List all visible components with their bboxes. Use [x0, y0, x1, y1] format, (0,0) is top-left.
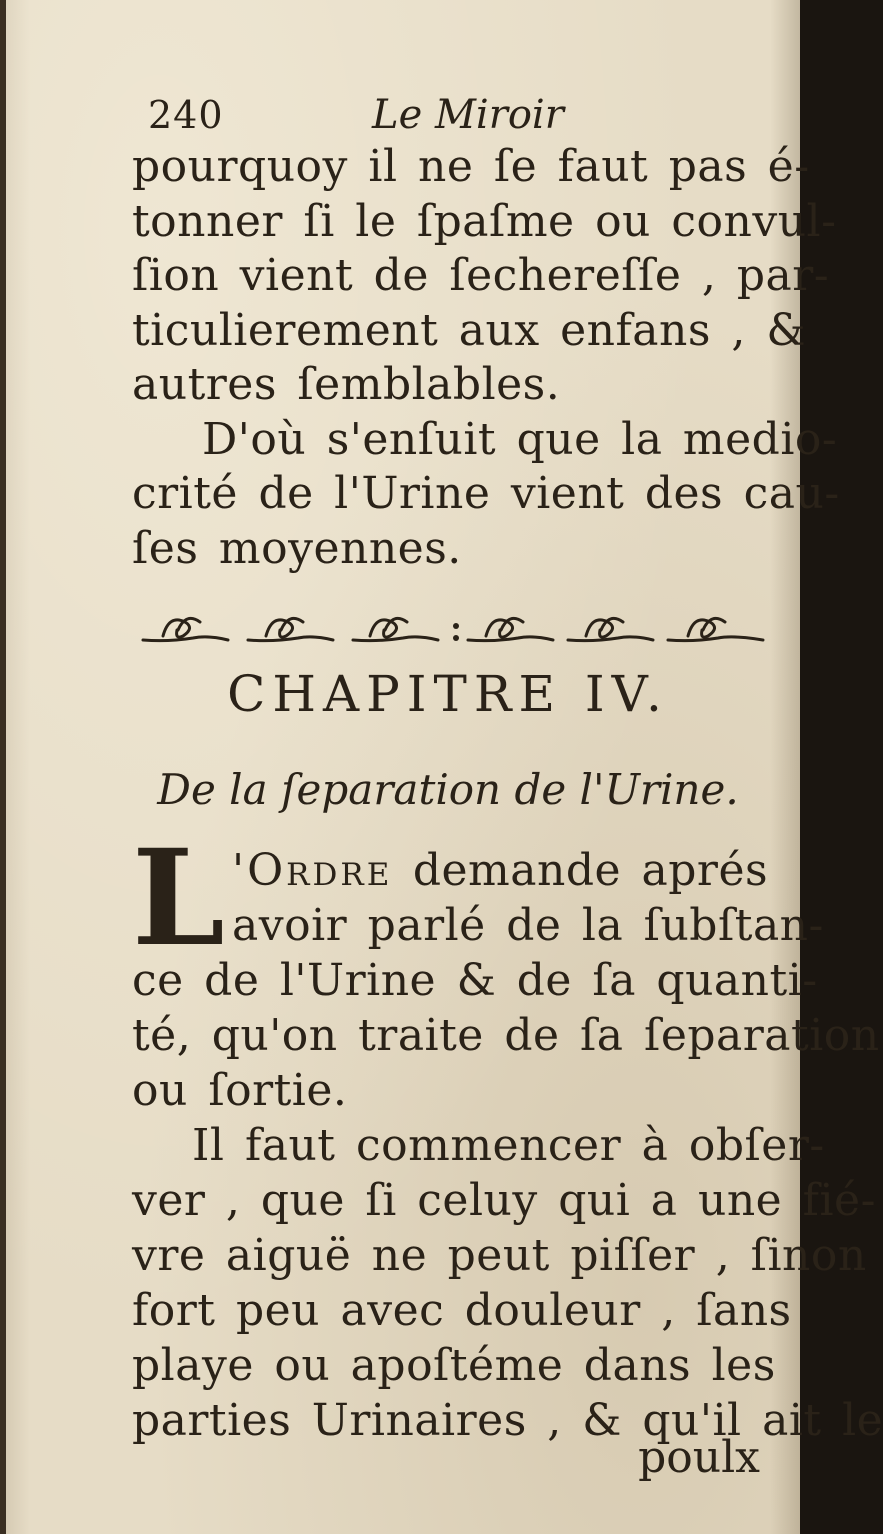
text-line: D'où s'enſuit que la medio- — [202, 413, 838, 465]
text-line: ce de l'Urine & de ſa quanti- — [132, 955, 818, 1006]
paragraph-3 — [132, 821, 880, 1118]
paragraph-1 — [132, 140, 837, 413]
decorative-ornament-band — [138, 600, 770, 650]
text-line: tonner ſi le ſpaſme ou convul- — [132, 195, 837, 247]
text-line: parties Urinaires , & qu'il ait le — [132, 1395, 883, 1446]
page-edge-shadow — [0, 0, 6, 1534]
smallcaps-word: 'Ordre — [232, 845, 393, 896]
text-line: té, qu'on traite de ſa ſeparation — [132, 1010, 880, 1061]
chapter-subtitle: De la ſeparation de l'Urine. — [157, 765, 739, 814]
text-line: autres ſemblables. — [132, 359, 561, 410]
page-number: 240 — [148, 93, 224, 137]
text-line: avoir parlé de la ſubſtan- — [232, 900, 824, 951]
text-line: fort peu avec douleur , ſans — [132, 1285, 792, 1336]
running-title: Le Miroir — [372, 92, 564, 138]
text-line: Il faut commencer à obſer- — [192, 1120, 825, 1171]
text-line: pourquoy il ne ſe faut pas é- — [132, 141, 810, 192]
running-header — [132, 90, 764, 140]
text-line: ſion vient de ſechereſſe , par- — [132, 250, 830, 301]
bottom-text-block — [132, 821, 883, 1448]
drop-cap-letter: L — [132, 821, 225, 976]
paragraph-4 — [132, 1118, 883, 1448]
paragraph-2 — [132, 413, 840, 577]
text-line: ticulierement aux enfans , & — [132, 304, 807, 356]
catchword: poulx — [638, 1432, 760, 1483]
text-line: ver , que ſi celuy qui a une fié- — [132, 1175, 876, 1226]
chapter-heading: CHAPITRE IV. — [227, 665, 669, 723]
text-line: crité de l'Urine vient des cau- — [132, 468, 840, 519]
top-text-block — [132, 90, 840, 576]
text-line: vre aiguë ne peut piſſer , ſinon — [132, 1230, 867, 1281]
text-line: ſes moyennes. — [132, 522, 462, 574]
text-span: demande aprés — [392, 845, 769, 896]
text-line: playe ou apoſtéme dans les — [132, 1340, 776, 1391]
text-line: ou ſortie. — [132, 1065, 348, 1116]
